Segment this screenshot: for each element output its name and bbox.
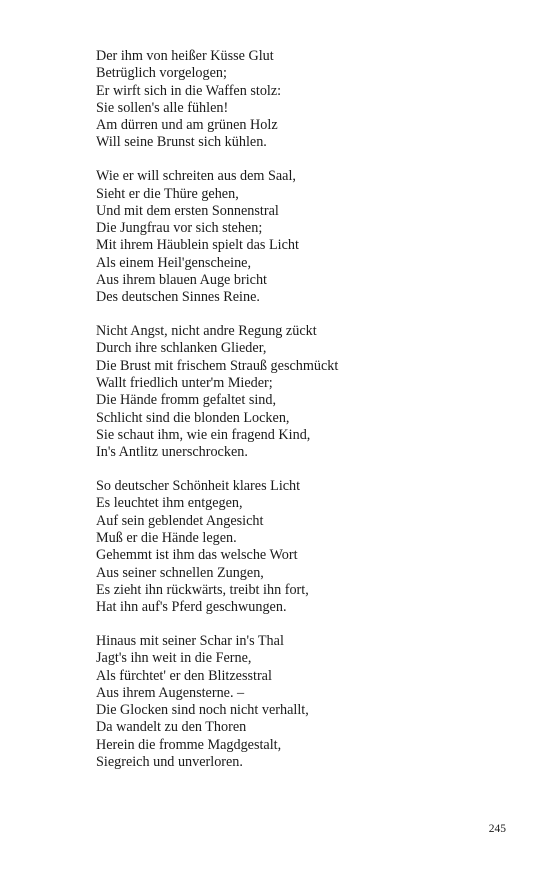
poem-line: Als fürchtet' er den Blitzesstral <box>96 667 272 684</box>
poem-line: Sie sollen's alle fühlen! <box>96 99 229 116</box>
stanza-3 <box>96 323 516 461</box>
poem-line: Auf sein geblendet Angesicht <box>96 512 264 529</box>
stanza-4 <box>96 478 516 616</box>
poem-line: Wie er will schreiten aus dem Saal, <box>96 168 296 185</box>
poem-line: Durch ihre schlanken Glieder, <box>96 340 267 357</box>
poem-line: Die Hände fromm gefaltet sind, <box>96 392 277 409</box>
poem-line: Betrüglich vorgelogen; <box>96 65 227 82</box>
poem-line: Da wandelt zu den Thoren <box>96 719 247 736</box>
poem-line: Die Glocken sind noch nicht verhallt, <box>96 702 309 719</box>
poem-line: Wallt friedlich unter'm Mieder; <box>96 375 273 392</box>
poem-line: So deutscher Schönheit klares Licht <box>96 478 301 495</box>
poem-line: Der ihm von heißer Küsse Glut <box>96 48 274 64</box>
stanza-2 <box>96 168 516 306</box>
poem-line: Aus ihrem blauen Auge bricht <box>96 272 267 289</box>
poem-line: Aus ihrem Augensterne. – <box>96 684 245 701</box>
poem-line: Muß er die Hände legen. <box>96 529 237 546</box>
poem-line: Es zieht ihn rückwärts, treibt ihn fort, <box>96 581 309 598</box>
poem-line: Jagt's ihn weit in die Ferne, <box>96 650 252 667</box>
poem-line: Herein die fromme Magdgestalt, <box>96 736 282 753</box>
stanza-5 <box>96 633 516 771</box>
poem-line: Sie schaut ihm, wie ein fragend Kind, <box>96 426 311 443</box>
poem-line: Die Jungfrau vor sich stehen; <box>96 220 263 237</box>
poem-line: Am dürren und am grünen Holz <box>96 117 278 134</box>
poem-line: Er wirft sich in die Waffen stolz: <box>96 82 282 99</box>
poem-line: Schlicht sind die blonden Locken, <box>96 409 290 426</box>
poem-line: Des deutschen Sinnes Reine. <box>96 289 260 306</box>
poem-line: Mit ihrem Häublein spielt das Licht <box>96 237 299 254</box>
poem-line: Hat ihn auf's Pferd geschwungen. <box>96 599 287 616</box>
poem-line: Sieht er die Thüre gehen, <box>96 185 239 202</box>
poem-line: Als einem Heil'genscheine, <box>96 254 252 271</box>
poem-line: Will seine Brunst sich kühlen. <box>96 134 267 151</box>
stanza-1 <box>96 48 516 152</box>
poem-line: Siegreich und unverloren. <box>96 753 243 770</box>
poem-line: Hinaus mit seiner Schar in's Thal <box>96 632 284 649</box>
poem-line: In's Antlitz unerschrocken. <box>96 444 248 461</box>
poem-line: Nicht Angst, nicht andre Regung zückt <box>96 323 317 340</box>
page-number: 245 <box>488 823 506 835</box>
poem-line: Es leuchtet ihm entgegen, <box>96 495 243 512</box>
poem-line: Die Brust mit frischem Strauß geschmückt <box>96 357 339 374</box>
poem-line: Und mit dem ersten Sonnenstral <box>96 202 279 219</box>
poem-text <box>96 48 516 788</box>
poem-line: Gehemmt ist ihm das welsche Wort <box>96 547 298 564</box>
poem-line: Aus seiner schnellen Zungen, <box>96 564 264 581</box>
